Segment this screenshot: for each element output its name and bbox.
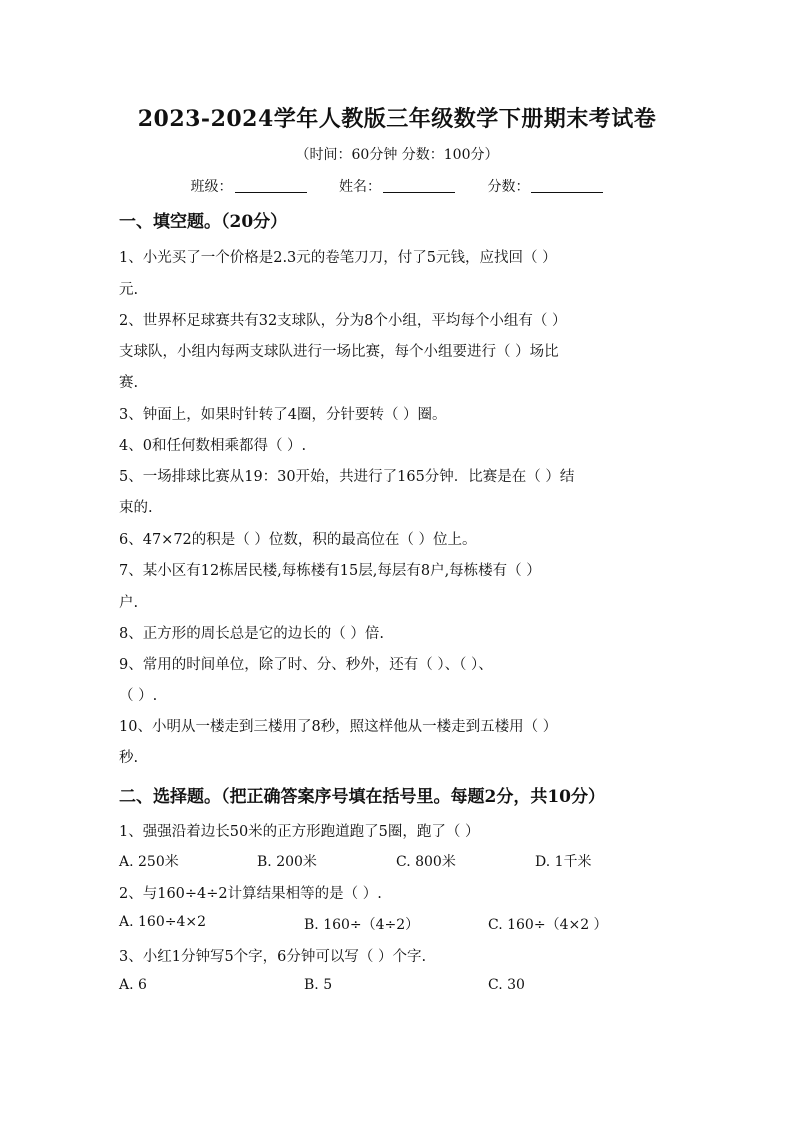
score-field [487,176,603,196]
option-b: B. 200米 [257,854,317,870]
option-b: B. 160÷（4÷2） [304,917,420,933]
option-c: C. 160÷（4×2 ） [488,917,608,933]
fill-line: 8、正方形的周长总是它的边长的（ ）倍. [119,626,384,642]
exam-subtitle: （时间：60分钟 分数：100分） [295,147,499,163]
option-c: C. 800米 [396,854,456,870]
fill-line: 户. [119,595,139,611]
fill-line: 元. [119,282,139,298]
option-b: B. 5 [304,977,333,993]
fill-line: 7、某小区有12栋居民楼,每栋楼有15层,每层有8户,每栋楼有（ ） [119,563,541,579]
fill-line: 秒. [119,750,139,766]
fill-line: （ ）. [119,688,158,704]
fill-line: 10、小明从一楼走到三楼用了8秒，照这样他从一楼走到五楼用（ ） [119,719,558,735]
option-a: A. 6 [119,977,147,993]
fill-line: 2、世界杯足球赛共有32支球队，分为8个小组，平均每个小组有（ ） [119,313,567,329]
name-blank[interactable] [383,178,455,193]
fill-line: 6、47×72的积是（ ）位数，积的最高位在（ ）位上。 [119,532,477,548]
fill-line: 赛. [119,375,139,391]
option-a: A. 250米 [119,854,179,870]
fill-line: 3、钟面上，如果时针转了4圈，分针要转（ ）圈。 [119,407,447,423]
question-stem: 3、小红1分钟写5个字，6分钟可以写（ ）个字. [119,949,427,965]
fill-line: 9、常用的时间单位，除了时、分、秒外，还有（ ）、（ ）、 [119,657,493,673]
score-label: 分数： [487,179,530,195]
score-blank[interactable] [531,178,603,193]
question-stem: 2、与160÷4÷2计算结果相等的是（ ）. [119,886,382,902]
fill-line: 1、小光买了一个价格是2.3元的卷笔刀刀，付了5元钱，应找回（ ） [119,250,557,266]
class-blank[interactable] [235,178,307,193]
fill-line: 4、0和任何数相乘都得（ ）. [119,438,307,454]
section1-heading: 一、填空题。（20分） [119,212,288,232]
fill-line: 5、一场排球比赛从19：30开始，共进行了165分钟．比赛是在（ ）结 [119,469,575,485]
option-a: A. 160÷4×2 [119,914,207,930]
exam-title: 2023-2024学年人教版三年级数学下册期末考试卷 [137,106,657,132]
fill-line: 支球队，小组内每两支球队进行一场比赛，每个小组要进行（ ）场比 [119,344,559,360]
class-field [191,176,307,196]
fill-line: 束的. [119,500,153,516]
section2-heading: 二、选择题。（把正确答案序号填在括号里。每题2分，共10分） [119,787,605,807]
student-info-line [0,176,794,196]
name-field [339,176,455,196]
class-label: 班级： [190,179,233,195]
option-d: D. 1千米 [535,854,592,870]
name-label: 姓名： [339,179,381,195]
option-c: C. 30 [488,977,525,993]
question-stem: 1、强强沿着边长50米的正方形跑道跑了5圈，跑了（ ） [119,824,480,840]
